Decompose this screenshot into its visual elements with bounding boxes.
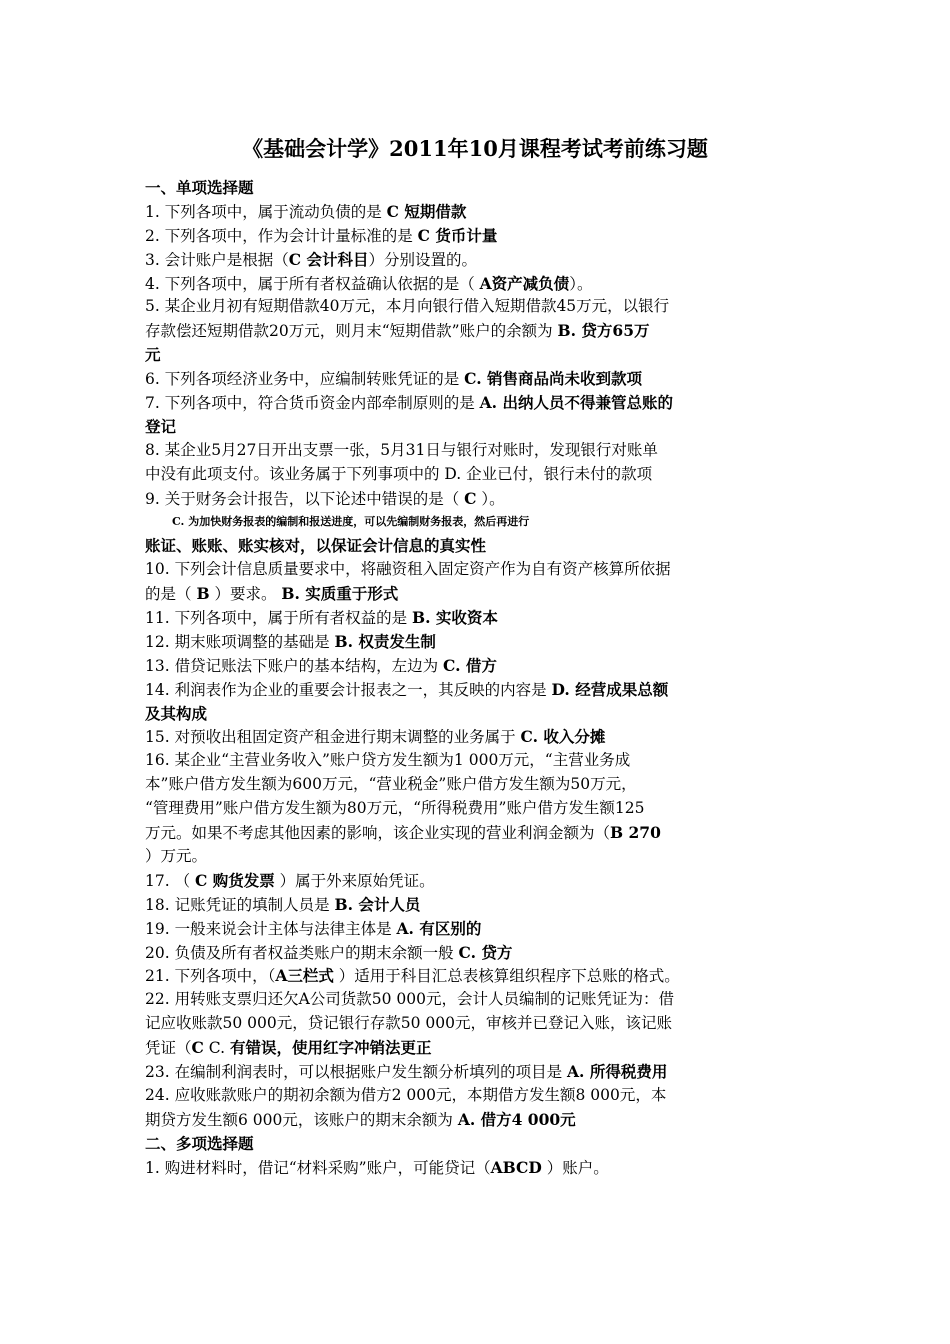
answer-text: C. 借方 bbox=[443, 655, 497, 675]
document-body bbox=[145, 176, 815, 1179]
question-text: 1. 下列各项中，属于流动负债的是 bbox=[145, 202, 387, 221]
question-text: 中没有此项支付。该业务属于下列事项中的 D. 企业已付，银行未付的款项 bbox=[145, 464, 653, 483]
question-text: “管理费用”账户借方发生额为80万元，“所得税费用”账户借方发生额125 bbox=[145, 799, 645, 818]
question-line bbox=[145, 654, 815, 678]
question-line bbox=[145, 845, 815, 869]
question-line bbox=[145, 487, 815, 511]
question-line bbox=[145, 295, 815, 319]
question-text: 18. 记账凭证的填制人员是 bbox=[145, 895, 335, 914]
question-line bbox=[145, 702, 815, 726]
answer-text: A. 出纳人员不得兼管总账的 bbox=[479, 393, 673, 413]
question-text: 1. 购进材料时，借记“材料采购”账户，可能贷记（ bbox=[145, 1158, 491, 1177]
question-line bbox=[145, 439, 815, 463]
question-line bbox=[145, 319, 815, 343]
question-text: 5. 某企业月初有短期借款40万元，本月向银行借入短期借款45万元，以银行 bbox=[145, 297, 670, 316]
question-line bbox=[145, 749, 815, 773]
question-line bbox=[145, 917, 815, 941]
answer-text: B. 实收资本 bbox=[412, 608, 498, 628]
section-heading-single-choice: 一、单项选择题 bbox=[145, 178, 254, 197]
question-text: 3. 会计账户是根据（ bbox=[145, 250, 289, 269]
question-list-single-choice bbox=[145, 200, 815, 1132]
question-text: 4. 下列各项中，属于所有者权益确认依据的是（ bbox=[145, 274, 480, 293]
question-line bbox=[145, 869, 815, 893]
question-text: 16. 某企业“主营业务收入”账户贷方发生额为1 000万元，“主营业务成 bbox=[145, 751, 631, 770]
answer-text: C bbox=[464, 488, 477, 508]
question-line bbox=[145, 391, 815, 415]
answer-text: C. 贷方 bbox=[458, 942, 513, 962]
question-line bbox=[145, 367, 815, 391]
page-title: 《基础会计学》2011年10月课程考试考前练习题 bbox=[242, 136, 708, 161]
answer-text: C 货币计量 bbox=[417, 225, 498, 245]
question-text: 14. 利润表作为企业的重要会计报表之一，其反映的内容是 bbox=[145, 680, 552, 699]
answer-text: 登记 bbox=[145, 416, 177, 436]
question-line bbox=[145, 200, 815, 224]
question-line bbox=[145, 415, 815, 439]
question-text: 10. 下列会计信息质量要求中，将融资租入固定资产作为自有资产核算所依据 bbox=[145, 560, 671, 579]
question-text: 17. （ bbox=[145, 871, 196, 890]
question-text: 20. 负债及所有者权益类账户的期末余额一般 bbox=[145, 943, 459, 962]
answer-text: A. 有区别的 bbox=[396, 918, 482, 938]
question-line bbox=[145, 463, 815, 487]
question-line bbox=[145, 558, 815, 582]
answer-text: ABCD bbox=[490, 1157, 542, 1177]
question-text: 21. 下列各项中，（ bbox=[145, 967, 276, 986]
answer-text: D. 经营成果总额 bbox=[551, 679, 669, 699]
answer-text: B bbox=[196, 584, 210, 604]
question-text: 8. 某企业5月27日开出支票一张，5月31日与银行对账时，发现银行对账单 bbox=[145, 440, 658, 459]
question-line bbox=[145, 678, 815, 702]
question-line bbox=[145, 964, 815, 988]
question-text: 本”账户借方发生额为600万元，“营业税金”账户借方发生额为50万元， bbox=[145, 775, 637, 794]
question-text-tail: ）属于外来原始凭证。 bbox=[274, 871, 435, 890]
question-line bbox=[145, 1084, 815, 1108]
question-text: 11. 下列各项中，属于所有者权益的是 bbox=[145, 609, 413, 628]
question-line bbox=[145, 1036, 815, 1060]
question-text-tail: ）要求。 bbox=[209, 585, 282, 604]
answer-text: 账证、账账、账实核对，以保证会计信息的真实性 bbox=[145, 536, 487, 556]
question-text-tail: ）。 bbox=[569, 274, 593, 293]
question-text-tail: ）分别设置的。 bbox=[368, 250, 477, 269]
answer-text: B. 权责发生制 bbox=[334, 631, 436, 651]
answer-text: B. 会计人员 bbox=[334, 894, 421, 914]
answer-text: C bbox=[191, 1038, 204, 1058]
answer-text: C 短期借款 bbox=[386, 201, 467, 221]
question-line bbox=[145, 606, 815, 630]
question-text: 7. 下列各项中，符合货币资金内部牵制原则的是 bbox=[145, 394, 480, 413]
question-text: 的是（ bbox=[145, 585, 197, 604]
question-text: 24. 应收账款账户的期初余额为借方2 000元，本期借方发生额8 000元，本 bbox=[145, 1085, 667, 1104]
question-line bbox=[145, 534, 815, 558]
question-text-tail: ）账户。 bbox=[541, 1158, 609, 1177]
question-text-tail: ）。 bbox=[476, 489, 505, 508]
question-text: 2. 下列各项中，作为会计计量标准的是 bbox=[145, 226, 418, 245]
question-line bbox=[145, 1012, 815, 1036]
question-line bbox=[145, 821, 815, 845]
question-line bbox=[145, 797, 815, 821]
answer-text: A三栏式 bbox=[275, 966, 334, 986]
answer-text: B. 贷方65万 bbox=[557, 321, 650, 341]
answer-text: 及其构成 bbox=[145, 703, 208, 723]
question-line bbox=[145, 510, 815, 534]
question-line bbox=[145, 893, 815, 917]
question-line bbox=[145, 773, 815, 797]
question-text-tail: C. bbox=[203, 1039, 230, 1058]
question-text: 凭证（ bbox=[145, 1039, 192, 1058]
question-text: ）万元。 bbox=[145, 846, 208, 865]
question-text: 9. 关于财务会计报告，以下论述中错误的是（ bbox=[145, 489, 465, 508]
question-line bbox=[145, 1060, 815, 1084]
question-line bbox=[145, 630, 815, 654]
answer-text: 元 bbox=[145, 345, 161, 365]
question-text: 19. 一般来说会计主体与法律主体是 bbox=[145, 919, 397, 938]
question-line bbox=[145, 1156, 815, 1180]
question-line bbox=[145, 988, 815, 1012]
answer-text: C. 为加快财务报表的编制和报送进度，可以先编制财务报表，然后再进行 bbox=[172, 515, 530, 529]
question-line bbox=[145, 725, 815, 749]
question-text-tail: ）适用于科目汇总表核算组织程序下总账的格式。 bbox=[333, 967, 680, 986]
question-line bbox=[145, 343, 815, 367]
question-text: 22. 用转账支票归还欠A公司货款50 000元，会计人员编制的记账凭证为：借 bbox=[145, 990, 675, 1009]
question-text: 13. 借贷记账法下账户的基本结构，左边为 bbox=[145, 656, 444, 675]
answer-text: C. 销售商品尚未收到款项 bbox=[464, 369, 643, 389]
answer-text: A资产减负债 bbox=[479, 273, 570, 293]
question-line bbox=[145, 272, 815, 296]
question-line bbox=[145, 224, 815, 248]
answer-text: B. 实质重于形式 bbox=[281, 584, 399, 604]
question-line bbox=[145, 1108, 815, 1132]
answer-text: C 购货发票 bbox=[195, 870, 275, 890]
answer-text: 有错误，使用红字冲销法更正 bbox=[229, 1038, 432, 1058]
answer-text: C 会计科目 bbox=[288, 249, 369, 269]
question-line bbox=[145, 248, 815, 272]
question-text: 万元。如果不考虑其他因素的影响，该企业实现的营业利润金额为（ bbox=[145, 824, 611, 843]
question-text: 记应收账款50 000元，贷记银行存款50 000元，审核并已登记入账，该记账 bbox=[145, 1014, 672, 1033]
question-line bbox=[145, 941, 815, 965]
answer-text: B 270 bbox=[610, 823, 661, 843]
question-text: 6. 下列各项经济业务中，应编制转账凭证的是 bbox=[145, 370, 465, 389]
section-heading-multiple-choice: 二、多项选择题 bbox=[145, 1133, 254, 1153]
answer-text: A. 所得税费用 bbox=[567, 1061, 668, 1081]
question-text: 存款偿还短期借款20万元，则月末“短期借款”账户的余额为 bbox=[145, 322, 558, 341]
question-text: 15. 对预收出租固定资产租金进行期末调整的业务属于 bbox=[145, 728, 521, 747]
question-line bbox=[145, 582, 815, 606]
answer-text: C. 收入分摊 bbox=[520, 727, 606, 747]
question-text: 期贷方发生额6 000元，该账户的期末余额为 bbox=[145, 1110, 458, 1129]
question-text: 12. 期末账项调整的基础是 bbox=[145, 632, 335, 651]
answer-text: A. 借方4 000元 bbox=[457, 1109, 576, 1129]
question-text: 23. 在编制利润表时，可以根据账户发生额分析填列的项目是 bbox=[145, 1062, 568, 1081]
